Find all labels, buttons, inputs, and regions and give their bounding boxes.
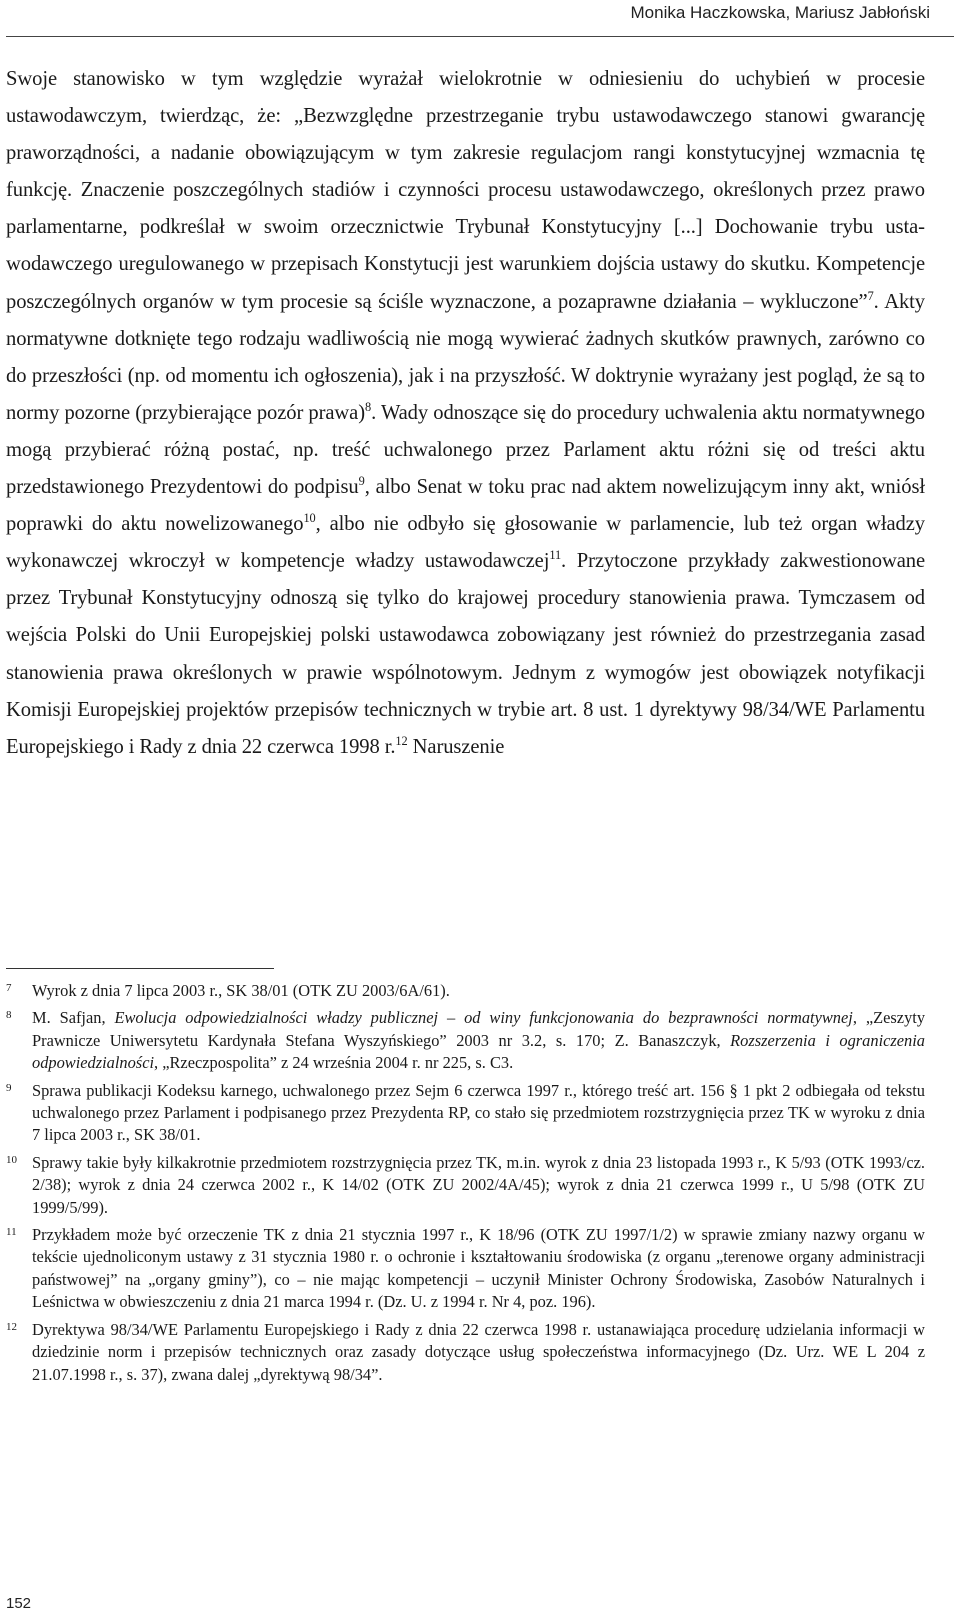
footnote-text: Sprawy takie były kilkakrotnie przedmiotem rozstrzygnięcia przez TK, m.in. wyrok z dnia 23 listopada 1993 r., K 5/93 (OTK 1993/cz. 2/38); wyrok z dnia 24 czerwca 2002 r., K 14/02 (OTK ZU 2002/4A/45); wyrok z dnia 21 czerwca 1999 r., U 5/98 (OTK ZU 1999/5/99). bbox=[32, 1152, 925, 1217]
body-text-segment: Swoje stanowisko w tym względzie wyrażał wielokrotnie w odniesieniu do uchybień w procesie ustawodawczym, twierdząc, że: „Bezwzględne przestrzeganie trybu ustawodawczego stanowi gwarancję praworządności, a nadanie obowiązującym w tym zakresie regulacjom rangi konstytucyjnej wzmacnia tę funkcję. Znaczenie poszczególnych stadiów i czynności procesu ustawodawczego, określonych przez prawo parlamentarne, podkreślał w swoim orzecznictwie Trybunał Konstytucyjny [...] Dochowanie trybu ustawodawczego uregulowanego w przepisach Konstytucji jest warunkiem dojścia ustawy do skutku. Kompetencje poszczególnych organów w tym procesie są ściśle wyznaczone, a pozaprawne działania – wykluczone” bbox=[6, 68, 925, 313]
footnote-number: 12 bbox=[6, 1320, 17, 1333]
footnote-number: 11 bbox=[6, 1226, 17, 1239]
footnote-ref-12[interactable]: 12 bbox=[395, 733, 408, 748]
footnote-ref-11[interactable]: 11 bbox=[549, 548, 562, 563]
body-text-segment: . Przytoczone przykłady zakwestionowane przez Trybunał Konstytucyjny odnoszą się tylko do krajowej procedury stanowienia prawa. Tymczasem od wejścia Polski do Unii Europejskiej polski ustawodawca zobowiązany jest również do przestrzegania zasad stanowienia prawa określonych w prawie wspólnotowym. Jednym z wymogów jest obowiązek notyfikacji Komisji Europejskiej projektów przepisów technicznych w trybie art. 8 ust. 1 dyrektywy 98/34/WE Parlamentu Europejskiego i Rady z dnia 22 czerwca 1998 r. bbox=[6, 550, 925, 758]
footnote-ref-9[interactable]: 9 bbox=[358, 474, 365, 488]
footnote-number: 9 bbox=[6, 1081, 12, 1094]
footnote-text: , „Zeszyty Prawnicze Uniwersytetu Kardynała Stefana Wyszyńskiego” 2003 nr 3.2, s. 170; Z. Banaszczyk, bbox=[32, 1008, 926, 1050]
footnote-text: Sprawa publikacji Kodeksu karnego, uchwalonego przez Sejm 6 czerwca 1997 r., którego treść art. 156 § 1 pkt 2 odbiegała od tekstu uchwalonego przez Parlament i podpisanego przez Prezydenta RP, co stało się przedmiotem rozstrzygnięcia przez TK w wyroku z dnia 7 lipca 2003 r., SK 38/01. bbox=[32, 1080, 925, 1145]
body-text-segment: , albo nie odbyło się głosowanie w parlamencie, lub też organ władzy wykonawczej wkroczył w kompetencje władzy ustawodawczej bbox=[6, 513, 925, 573]
footnote-text: , „Rzeczpospolita” z 24 września 2004 r. nr 225, s. C3. bbox=[154, 1053, 514, 1073]
footnote-text: Przykładem może być orzeczenie TK z dnia 21 stycznia 1997 r., K 18/96 (OTK ZU 1997/1/2) w sprawie zmiany nazwy organu w tekście ujednoliconym ustawy z 31 stycznia 1980 r. o ochronie i kształtowaniu środowiska (z organu „terenowe organy administracji państwowej” na „organy gminy”), co – nie mając kompetencji – uczynił Minister Ochrony Środowiska, Zasobów Naturalnych i Leśnictwa w obwieszczeniu z dnia 21 marca 1994 r. (Dz. U. z 1994 r. Nr 4, poz. 196). bbox=[32, 1225, 925, 1312]
body-text-segment: Naruszenie bbox=[407, 735, 505, 758]
footnote-12 bbox=[6, 1319, 925, 1386]
footnote-8 bbox=[6, 1007, 925, 1074]
footnote-7 bbox=[6, 980, 925, 1002]
footnote-text: M. Safjan, bbox=[32, 1008, 115, 1028]
footnote-11 bbox=[6, 1224, 925, 1314]
header-divider bbox=[6, 36, 954, 37]
body-paragraph bbox=[6, 61, 925, 766]
footnote-text: Dyrektywa 98/34/WE Parlamentu Europejskiego i Rady z dnia 22 czerwca 1998 r. ustanawiająca procedurę udzielania informacji w dziedzinie norm i przepisów technicznych oraz zasady dotyczące usług społeczeństwa informacyjnego (Dz. Urz. WE L 204 z 21.07.1998 r., s. 37), zwana dalej „dyrektywą 98/34”. bbox=[32, 1319, 925, 1384]
footnote-number: 10 bbox=[6, 1153, 17, 1166]
footnote-divider bbox=[6, 968, 274, 969]
footnote-ref-10[interactable]: 10 bbox=[303, 511, 316, 526]
footnote-10 bbox=[6, 1152, 925, 1219]
cited-title: Ewolucja odpowiedzialności władzy publicznej – od winy funkcjonowania do bezprawności normatywnej bbox=[114, 1008, 853, 1028]
footnote-number: 7 bbox=[6, 982, 12, 994]
footnote-9 bbox=[6, 1080, 925, 1147]
body-text-segment: , albo Senat w toku prac nad aktem nowelizującym inny akt, wniósł poprawki do aktu nowelizowanego bbox=[6, 476, 925, 536]
body-text-segment: . Akty normatywne dotknięte tego rodzaju wadliwością nie mogą wywierać żadnych skutków prawnych, zarówno co do przeszłości (np. od momentu ich ogłoszenia), jak i na przyszłość. W doktrynie wyrażany jest pogląd, że są to normy pozorne (przybierające pozór prawa) bbox=[6, 290, 926, 424]
footnote-ref-7[interactable]: 7 bbox=[867, 288, 874, 303]
footnote-ref-8[interactable]: 8 bbox=[364, 399, 372, 414]
cited-title: Rozszerzenia i ograniczenia odpowiedzialności bbox=[32, 1030, 926, 1073]
body-text-segment: . Wady odnoszące się do procedury uchwalenia aktu normatywnego mogą przybierać różną postać, np. treść uchwalonego przez Parlament aktu różni się od treści aktu przedstawionego Prezydentowi do podpisu bbox=[6, 401, 925, 499]
footnotes-section bbox=[6, 980, 925, 1391]
footnote-text: Wyrok z dnia 7 lipca 2003 r., SK 38/01 (OTK ZU 2003/6A/61). bbox=[32, 981, 450, 1000]
running-header: Monika Haczkowska, Mariusz Jabłoński bbox=[630, 3, 930, 22]
footnote-number: 8 bbox=[6, 1009, 12, 1022]
page-number: 152 bbox=[6, 1595, 32, 1612]
